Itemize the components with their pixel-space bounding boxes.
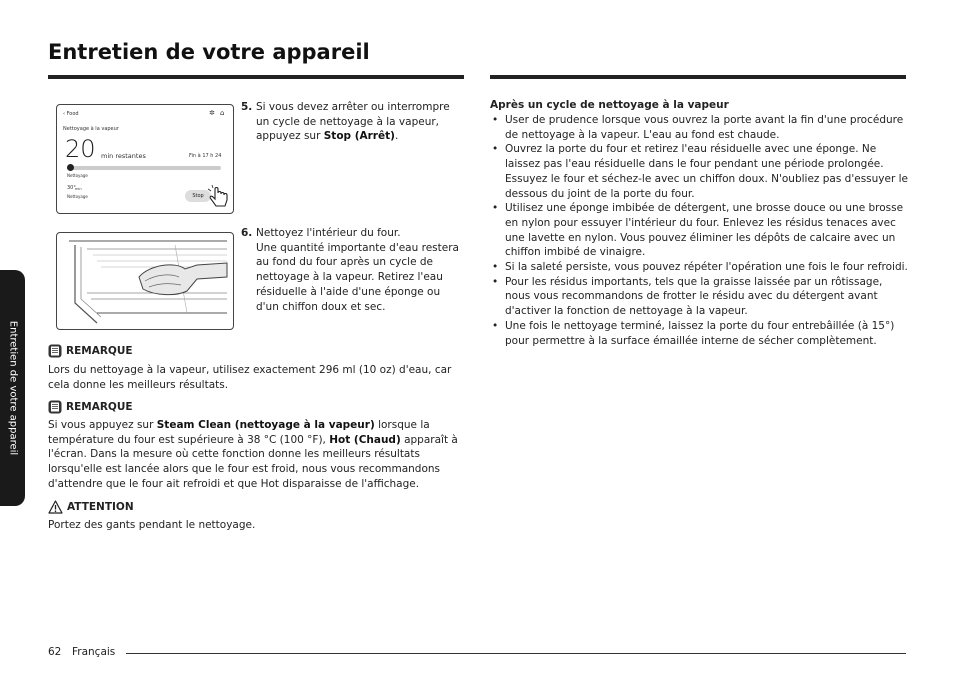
screen-row1: Nettoyage (67, 173, 88, 178)
home-icon: ⌂ (220, 109, 225, 117)
note-1-text: Lors du nettoyage à la vapeur, utilisez exactement 296 ml (10 oz) d'eau, car cela donne les meilleurs résultats. (48, 364, 452, 391)
progress-knob (67, 164, 74, 171)
step-6-number: 6. (241, 227, 253, 239)
screen-number: 20 (65, 135, 96, 163)
hand-pointer-icon (207, 185, 231, 211)
screen-unit: min restantes (101, 152, 146, 160)
list-item: • Utilisez une éponge imbibée de détergent, une brosse douce ou une brosse en nylon pour essuyer l'intérieur du four. Enlevez les résidus tenaces avec une lavette en nylon. Vous pouvez éliminer les dépôts de calcaire avec un chiffon imbibé de vinaigre. (490, 201, 908, 260)
screen-back-label: ‹ Food (63, 111, 79, 117)
list-item: • Une fois le nettoyage terminé, laissez la porte du four entrebâillée (à 15°) pour permettre à la surface émaillée interne de sécher complètement. (490, 319, 908, 348)
caution-text: Portez des gants pendant le nettoyage. (48, 519, 256, 531)
side-tab-label: Entretien de votre appareil (7, 320, 19, 456)
note-icon (48, 344, 62, 358)
side-chapter-tab[interactable] (0, 270, 25, 506)
note-2-hot-label: Hot (Chaud) (329, 433, 401, 446)
note-2-heading (48, 400, 133, 414)
step-5-text-b: . (394, 130, 399, 143)
note-2-text-c: apparaît à l'écran. Dans la mesure où cette fonction donne les meilleurs résultats lorsqu'elle est lancée alors que le four est froid, nous vous recommandons d'attendre que le four ait refroidi et que Hot disparaisse de l'affichage. (48, 433, 458, 490)
note-2-text (48, 418, 464, 492)
screen-temp: 30° (67, 185, 76, 191)
step-5-number: 5. (241, 101, 253, 113)
screen-temp-unit: min (75, 187, 82, 191)
list-item: • User de prudence lorsque vous ouvrez la porte avant la fin d'une procédure de nettoyage à la vapeur. L'eau au fond est chaude. (490, 113, 908, 142)
step-6-line2: Une quantité importante d'eau restera au fond du four après un cycle de nettoyage à la vapeur. Retirez l'eau résiduelle à l'aide d'une éponge ou d'un chiffon doux et sec. (256, 241, 459, 313)
note-1-heading (48, 344, 133, 358)
footer-language: Français (72, 646, 116, 658)
warning-icon (48, 500, 63, 514)
oven-wiping-illustration (56, 232, 234, 330)
right-bullet-list (490, 113, 908, 348)
page-number: 62 (48, 646, 62, 658)
screen-end-time: Fin à 17 h 24 (189, 153, 222, 159)
page-title: Entretien de votre appareil (48, 40, 370, 64)
note-2-text-b: lorsque la température du four est supérieure à 38 °C (100 °F), (48, 419, 430, 446)
footer-rule (126, 653, 906, 654)
right-section-heading: Après un cycle de nettoyage à la vapeur (490, 99, 729, 111)
list-item: • Ouvrez la porte du four et retirez l'eau résiduelle avec une éponge. Ne laissez pas l'eau résiduelle dans le four pendant une période prolongée. Essuyez le four et séchez-le avec un chiffon doux. N'oubliez pas d'essuyer le dessous du joint de la porte du four. (490, 142, 908, 201)
screen-stop-button[interactable]: Stop (185, 190, 211, 202)
step-5-text-a: Si vous devez arrêter ou interrompre un cycle de nettoyage à la vapeur, appuyez sur (256, 101, 450, 143)
title-rule-left (48, 75, 464, 79)
note-icon (48, 400, 62, 414)
note-2-label: REMARQUE (66, 401, 133, 413)
title-rule-right (490, 75, 906, 79)
screen-mode: Nettoyage à la vapeur (63, 126, 119, 132)
gear-icon: ✲ (209, 109, 215, 117)
note-2-steam-clean-label: Steam Clean (nettoyage à la vapeur) (156, 419, 375, 431)
note-1-label: REMARQUE (66, 345, 133, 357)
screen-row2: Nettoyage (67, 194, 88, 199)
step-6-line1: Nettoyez l'intérieur du four. (256, 227, 401, 239)
list-item: • Si la saleté persiste, vous pouvez répéter l'opération une fois le four refroidi. (490, 260, 908, 275)
oven-display-illustration (56, 104, 234, 214)
step-6 (241, 226, 465, 314)
note-2-text-a: Si vous appuyez sur (48, 419, 157, 431)
step-5-stop-label: Stop (Arrêt) (323, 130, 395, 143)
caution-label: ATTENTION (67, 501, 134, 513)
list-item: • Pour les résidus importants, tels que la graisse laissée par un rôtissage, nous vous recommandons de frotter le résidu avec du détergent avant d'activer la fonction de nettoyage à la vapeur. (490, 275, 908, 319)
step-5 (241, 100, 465, 144)
caution-heading (48, 500, 134, 514)
progress-bar (67, 166, 221, 170)
